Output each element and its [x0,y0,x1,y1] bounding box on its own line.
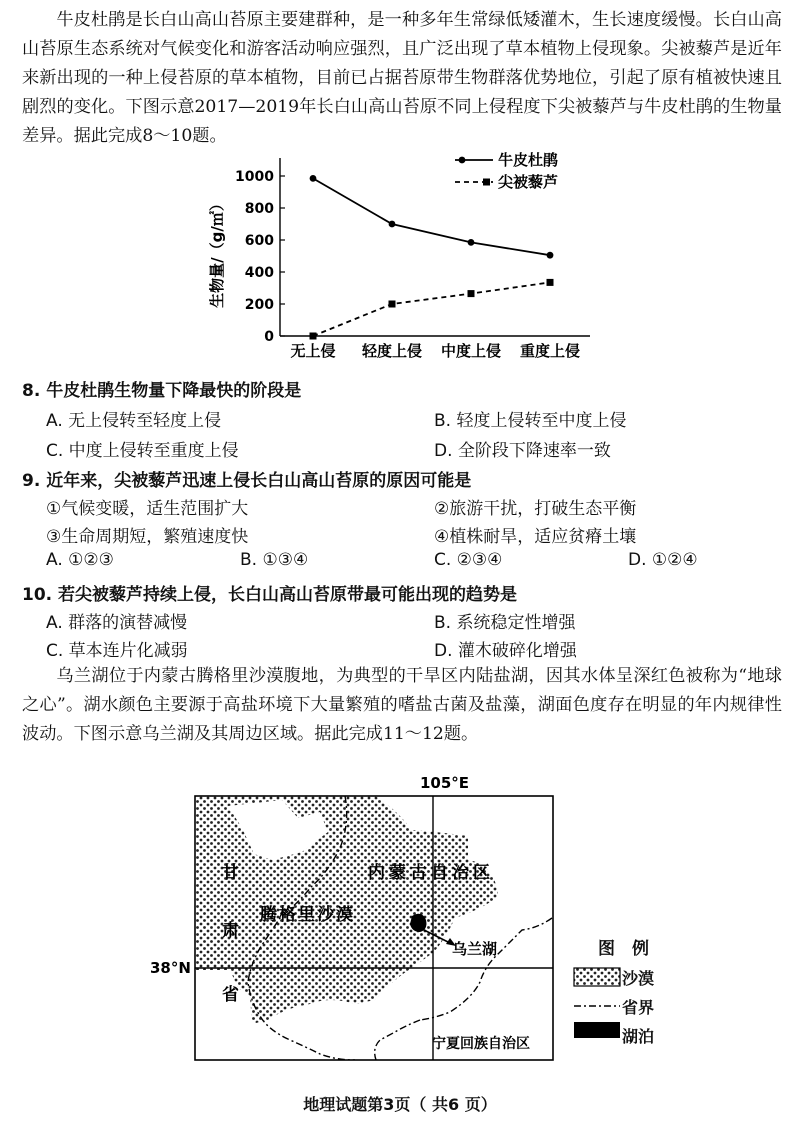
desert-label: 腾格里沙漠 [260,905,355,925]
map-svg [150,768,570,1068]
q8-option-d[interactable]: D. 全阶段下降速率一致 [434,441,611,461]
y-tick-label: 0 [264,329,274,345]
wulan-lake-map [150,768,570,1072]
legend-title: 图 例 [598,939,649,959]
x-tick-label: 中度上侵 [440,342,502,360]
lat-label: 38°N [150,959,191,977]
biomass-line-chart [200,148,620,372]
series-1-point [468,290,475,297]
y-tick-label: 1000 [235,169,274,185]
q9-item-1: ①气候变暖，适生范围扩大 [46,499,249,519]
legend-desert-label: 沙漠 [622,969,655,988]
passage-2: 乌兰湖位于内蒙古腾格里沙漠腹地，为典型的干旱区内陆盐湖，因其水体呈深红色被称为“地球之心”。湖水颜色主要源于高盐环境下大量繁殖的嗜盐古菌及盐藻，湖面色度存在明显的年内规律性波动。下图示意乌兰湖及其周边区域。据此完成11～12题。 [22,666,782,744]
q8-option-b[interactable]: B. 轻度上侵转至中度上侵 [434,411,627,431]
legend-marker-1 [483,179,490,186]
series-1-point [547,279,554,286]
y-tick-label: 200 [244,297,274,313]
neimenggu-label: 内蒙古自治区 [368,863,494,883]
series-0-point [547,252,554,259]
series-0-point [310,175,317,182]
chart-svg [200,148,620,368]
lake-label: 乌兰湖 [452,940,498,958]
gansu-char-2: 肃 [222,921,239,941]
q10-option-a[interactable]: A. 群落的演替减慢 [46,613,188,633]
lon-label: 105°E [420,774,470,792]
gansu-char-1: 甘 [222,863,239,883]
q9-option-b[interactable]: B. ①③④ [240,550,309,570]
q10-option-d[interactable]: D. 灌木破碎化增强 [434,641,577,661]
legend-boundary-label: 省界 [622,998,655,1017]
q9-option-a[interactable]: A. ①②③ [46,550,114,570]
y-axis-label: 生物量/（g/㎡） [208,196,226,308]
q10-option-c[interactable]: C. 草本连片化减弱 [46,641,188,661]
series-0-point [389,221,396,228]
series-1-point [389,301,396,308]
q8-option-c[interactable]: C. 中度上侵转至重度上侵 [46,441,239,461]
q9-item-4: ④植株耐旱，适应贫瘠土壤 [434,527,637,547]
legend-desert-swatch [574,968,620,986]
q10-stem: 10. 若尖被藜芦持续上侵，长白山高山苔原带最可能出现的趋势是 [22,585,518,605]
legend-label-0: 牛皮杜鹃 [498,151,559,169]
q9-option-d[interactable]: D. ①②④ [628,550,698,570]
gansu-char-3: 省 [222,985,239,1005]
q10-option-b[interactable]: B. 系统稳定性增强 [434,613,576,633]
ningxia-boundary [375,1020,420,1060]
page-footer: 地理试题第3页（ 共6 页） [303,1095,497,1114]
legend-marker-0 [459,157,466,164]
q9-item-3: ③生命周期短，繁殖速度快 [46,527,249,547]
y-tick-label: 400 [244,265,274,281]
x-tick-label: 轻度上侵 [361,342,423,360]
x-tick-label: 重度上侵 [519,342,581,360]
series-0-point [468,239,475,246]
q8-option-a[interactable]: A. 无上侵转至轻度上侵 [46,411,222,431]
series-1-point [310,333,317,340]
y-tick-label: 800 [244,201,274,217]
legend-lake-label: 湖泊 [622,1027,655,1046]
series-line-1 [313,282,550,336]
x-tick-label: 无上侵 [290,342,336,360]
passage-1: 牛皮杜鹃是长白山高山苔原主要建群种，是一种多年生常绿低矮灌木，生长速度缓慢。长白山高山苔原生态系统对气候变化和游客活动响应强烈，且广泛出现了草本植物上侵现象。尖被藜芦是近年来新出现的一种上侵苔原的草本植物，目前已占据苔原带生物群落优势地位，引起了原有植被快速且剧烈的变化。下图示意2017—2019年长白山高山苔原不同上侵程度下尖被藜芦与牛皮杜鹃的生物量差异。据此完成8～10题。 [22,10,782,146]
q9-stem: 9. 近年来，尖被藜芦迅速上侵长白山高山苔原的原因可能是 [22,471,472,491]
q8-stem: 8. 牛皮杜鹃生物量下降最快的阶段是 [22,381,302,401]
legend-label-1: 尖被藜芦 [498,173,559,191]
legend-lake-swatch [574,1022,620,1038]
q9-item-2: ②旅游干扰，打破生态平衡 [434,499,637,519]
y-tick-label: 600 [244,233,274,249]
q9-option-c[interactable]: C. ②③④ [434,550,503,570]
ningxia-label: 宁夏回族自治区 [432,1036,530,1052]
